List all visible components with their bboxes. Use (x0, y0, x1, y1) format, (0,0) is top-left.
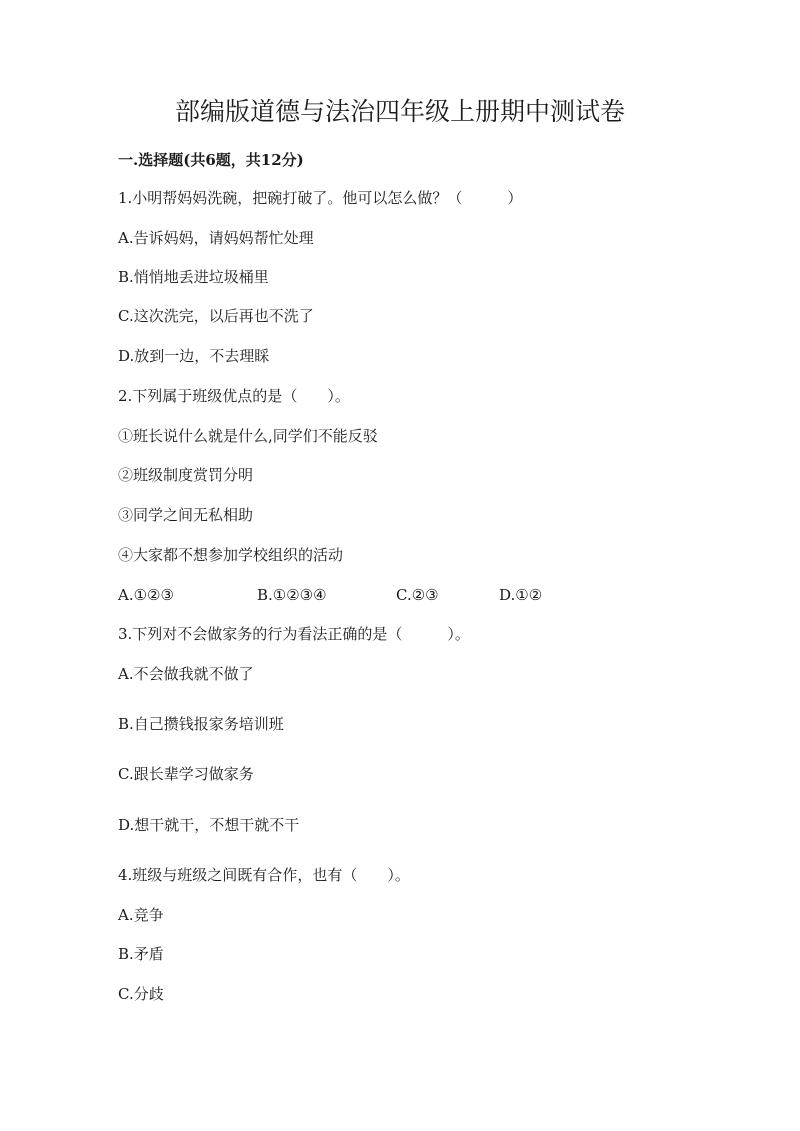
section-heading: 一.选择题(共6题，共12分) (118, 151, 304, 169)
question-2-option-d[interactable]: D.①② (499, 586, 543, 604)
question-3-option-c[interactable]: C.跟长辈学习做家务 (118, 765, 254, 783)
question-2-option-b[interactable]: B.①②③④ (257, 586, 327, 604)
question-2-option-c[interactable]: C.②③ (396, 586, 439, 604)
question-4-stem: 4.班级与班级之间既有合作，也有（ ）。 (118, 866, 410, 884)
question-2-statement-2: ②班级制度赏罚分明 (118, 466, 254, 484)
page-title: 部编版道德与法治四年级上册期中测试卷 (174, 97, 625, 126)
question-1-option-b[interactable]: B.悄悄地丢进垃圾桶里 (118, 268, 269, 286)
question-2-statement-1: ①班长说什么就是什么,同学们不能反驳 (118, 427, 378, 445)
question-3-stem: 3.下列对不会做家务的行为看法正确的是（ ）。 (118, 625, 470, 643)
question-2-statement-4: ④大家都不想参加学校组织的活动 (118, 546, 344, 564)
question-3-option-d[interactable]: D.想干就干，不想干就不干 (118, 816, 300, 834)
question-1-option-c[interactable]: C.这次洗完，以后再也不洗了 (118, 307, 314, 325)
question-1-option-a[interactable]: A.告诉妈妈，请妈妈帮忙处理 (118, 229, 314, 247)
question-4-option-b[interactable]: B.矛盾 (118, 945, 164, 963)
question-2-option-a[interactable]: A.①②③ (118, 586, 174, 604)
question-1-option-d[interactable]: D.放到一边，不去理睬 (118, 347, 270, 365)
question-3-option-a[interactable]: A.不会做我就不做了 (118, 665, 254, 683)
question-4-option-a[interactable]: A.竞争 (118, 906, 164, 924)
question-1-stem: 1.小明帮妈妈洗碗，把碗打破了。他可以怎么做？（ ） (118, 189, 523, 207)
question-4-option-c[interactable]: C.分歧 (118, 985, 164, 1003)
question-3-option-b[interactable]: B.自己攒钱报家务培训班 (118, 715, 284, 733)
question-2-statement-3: ③同学之间无私相助 (118, 506, 254, 524)
question-2-stem: 2.下列属于班级优点的是（ ）。 (118, 387, 350, 405)
